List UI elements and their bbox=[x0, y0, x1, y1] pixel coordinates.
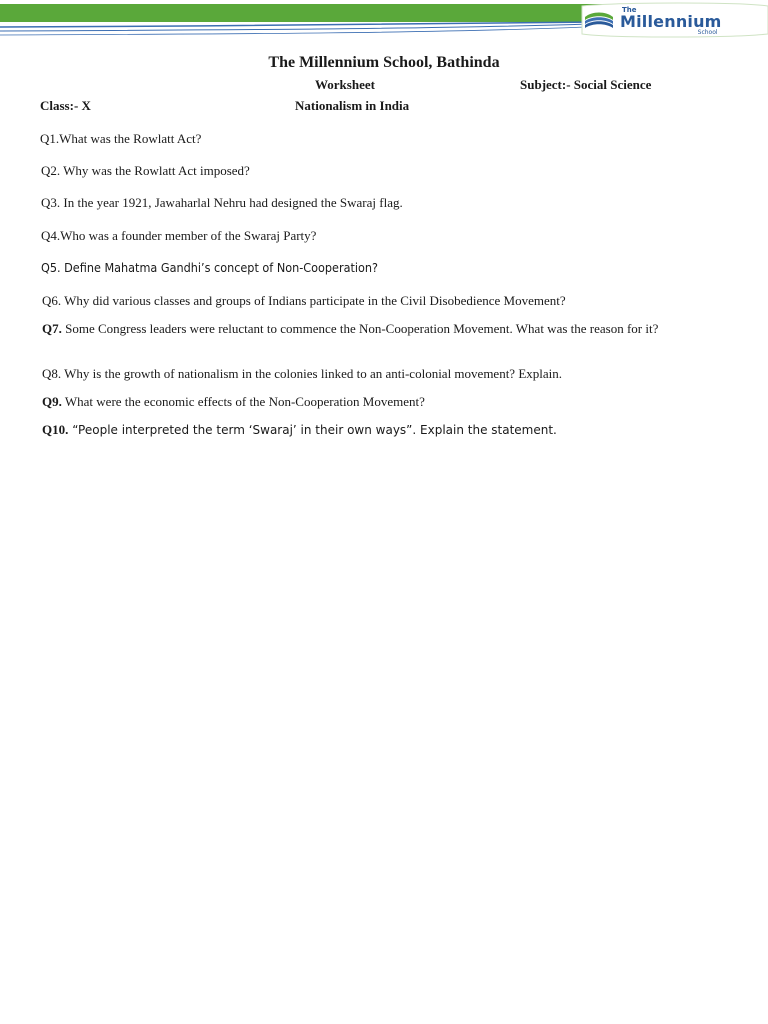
logo-name-text: Millennium bbox=[620, 11, 722, 31]
question-1: Q1.What was the Rowlatt Act? bbox=[40, 131, 202, 146]
worksheet-label: Worksheet bbox=[315, 77, 375, 92]
logo-the-text: The bbox=[622, 5, 637, 14]
subject-label: Subject:- Social Science bbox=[520, 77, 652, 92]
logo-mark-icon bbox=[582, 8, 616, 34]
question-10: Q10. “People interpreted the term ‘Swaraj’ in their own ways”. Explain the statement. bbox=[42, 422, 557, 437]
question-8: Q8. Why is the growth of nationalism in the colonies linked to an anti-colonial movement? Explain. bbox=[42, 366, 563, 381]
question-4: Q4.Who was a founder member of the Swaraj Party? bbox=[41, 228, 317, 243]
question-9: Q9. What were the economic effects of the Non-Cooperation Movement? bbox=[42, 394, 425, 409]
school-logo bbox=[582, 4, 752, 38]
class-label: Class:- X bbox=[40, 98, 91, 113]
question-7: Q7. Some Congress leaders were reluctant to commence the Non-Cooperation Movement. What was the reason for it? bbox=[42, 321, 659, 336]
logo-sub-text: School bbox=[697, 28, 718, 36]
school-title: The Millennium School, Bathinda bbox=[268, 54, 500, 71]
question-2: Q2. Why was the Rowlatt Act imposed? bbox=[41, 163, 250, 178]
topic-label: Nationalism in India bbox=[295, 98, 410, 113]
question-5: Q5. Define Mahatma Gandhi’s concept of Non-Cooperation? bbox=[41, 260, 378, 275]
question-3: Q3. In the year 1921, Jawaharlal Nehru had designed the Swaraj flag. bbox=[41, 195, 403, 210]
question-6: Q6. Why did various classes and groups of Indians participate in the Civil Disobedience Movement? bbox=[42, 293, 566, 308]
